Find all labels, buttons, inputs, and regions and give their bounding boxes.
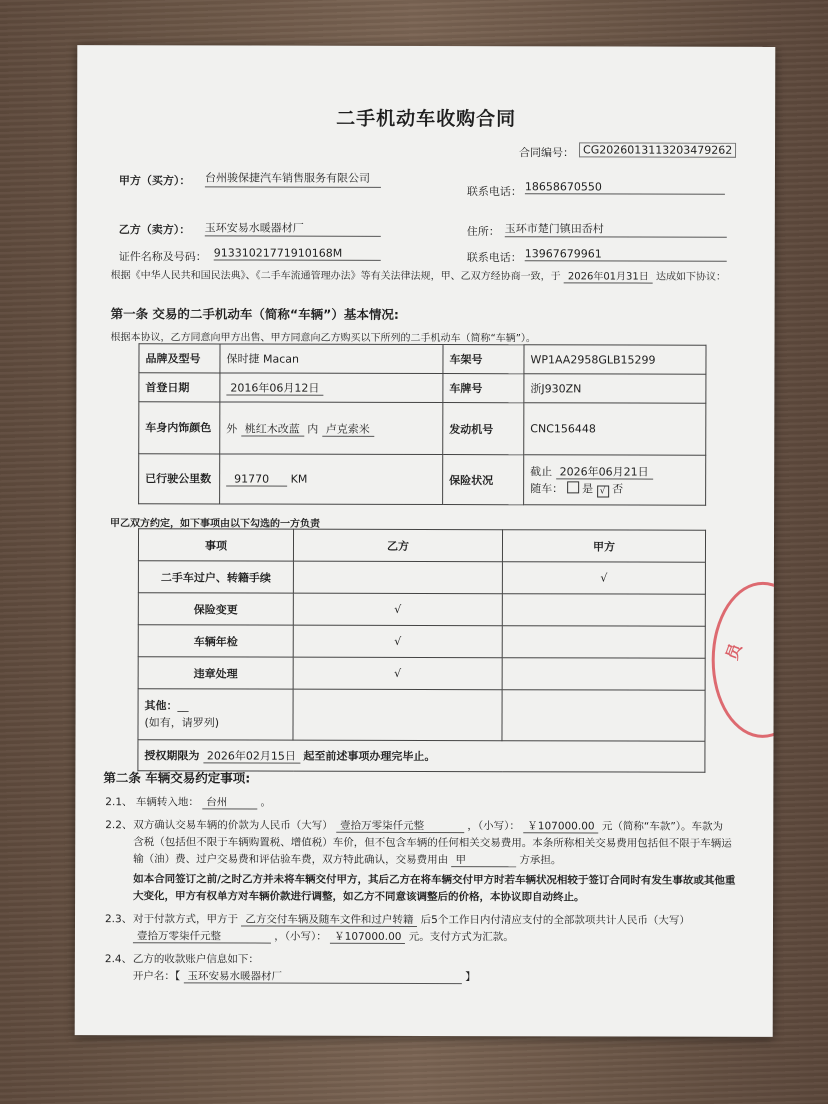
auth-after: 起至前述事项办理完毕止。 bbox=[303, 749, 436, 764]
matter-item: 违章处理 bbox=[138, 657, 293, 689]
clause-2-3-no: 2.3、 bbox=[104, 913, 133, 926]
clause-2-4-no: 2.4、 bbox=[104, 953, 133, 966]
engine-value: CNC156448 bbox=[524, 403, 706, 455]
matter-a-check bbox=[502, 626, 705, 659]
plate-label: 车牌号 bbox=[443, 374, 524, 403]
vin-value: WP1AA2958GLB15299 bbox=[524, 345, 706, 374]
auth-date: 2026年02月15日 bbox=[203, 749, 300, 763]
matters-head-a: 甲方 bbox=[502, 530, 705, 563]
payment-upper: 壹拾万零柒仟元整 bbox=[133, 930, 271, 943]
clause-2-2-line3a: 输（油）费、过户交易费和评估验车费，双方特此确认，交易费用由 bbox=[133, 853, 449, 867]
clause-2-2-no: 2.2、 bbox=[105, 819, 133, 832]
mileage-value: 91770 bbox=[226, 472, 287, 486]
vehicle-table bbox=[138, 343, 706, 505]
matter-a-check bbox=[502, 594, 705, 627]
reg-date-label: 首登日期 bbox=[139, 373, 220, 402]
payment-amount: ￥107000.00 bbox=[330, 931, 405, 944]
contract-no-value: CG2026013113203479262 bbox=[579, 142, 736, 157]
party-b-id-label: 证件名称及号码： bbox=[118, 250, 207, 264]
vin-label: 车架号 bbox=[443, 345, 524, 374]
auth-before: 授权期限为 bbox=[144, 749, 200, 763]
insurance-label: 保险状况 bbox=[443, 455, 524, 505]
int-color-prefix: 内 bbox=[307, 422, 319, 436]
clause-2-2-b: ，（小写）： bbox=[467, 820, 520, 833]
ext-color-value: 桃红木改蓝 bbox=[241, 422, 304, 436]
clause-2-2-line2: 含税（包括但不限于车辆购置税、增值税）车价，但不包含车辆的任何相关交易费用。本条所称相关交易费用包括但不限于车辆运 bbox=[133, 836, 732, 850]
matter-a-check: √ bbox=[502, 562, 705, 595]
brand-label: 品牌及型号 bbox=[139, 344, 220, 373]
preamble-after: 达成如下协议： bbox=[655, 271, 726, 283]
other-hint: (如有，请罗列) bbox=[144, 716, 220, 730]
matter-b-check: √ bbox=[293, 593, 502, 626]
transfer-destination: 台州 bbox=[202, 796, 257, 809]
matters-head-item: 事项 bbox=[138, 529, 293, 561]
brand-value: 保时捷 Macan bbox=[220, 344, 443, 374]
color-label: 车身内饰颜色 bbox=[139, 402, 220, 454]
account-name-label: 开户名：【 bbox=[132, 970, 181, 983]
matters-head-b: 乙方 bbox=[293, 529, 502, 562]
contract-paper bbox=[75, 45, 776, 1037]
follow-yes-checkbox[interactable] bbox=[567, 481, 579, 493]
clause-2-3-b: 后5个工作日内付清应支付的全部款项共计人民币（大写） bbox=[420, 913, 690, 927]
party-b-name: 玉环安易水暖器材厂 bbox=[205, 219, 381, 236]
preamble-before: 根据《中华人民共和国民法典》、《二手车流通管理办法》等有关法律法规，甲、乙双方经协商一致，于 bbox=[110, 270, 561, 283]
clause-2-3-a: 对于付款方式，甲方于 bbox=[132, 913, 239, 926]
follow-no-checkbox[interactable]: √ bbox=[597, 485, 609, 497]
seal-text: 员 bbox=[721, 640, 746, 663]
adjustment-clause bbox=[133, 871, 747, 907]
other-value: __ bbox=[177, 699, 189, 713]
price-amount: ￥107000.00 bbox=[523, 820, 598, 833]
other-label: 其他： bbox=[144, 699, 178, 713]
article-1-intro: 根据本协议，乙方同意向甲方出售、甲方同意向乙方购买以下所列的二手机动车（简称“车辆”）。 bbox=[110, 332, 536, 345]
plate-value: 浙J930ZN bbox=[524, 374, 706, 403]
clause-2-4-text: 乙方的收款账户信息如下： bbox=[132, 953, 259, 966]
party-b-id: 91331021771910168M bbox=[214, 246, 381, 260]
matter-a-check bbox=[502, 658, 705, 691]
party-a-phone: 18658670550 bbox=[525, 180, 725, 195]
contract-no-label: 合同编号： bbox=[518, 146, 575, 160]
account-name: 玉环安易水暖器材厂 bbox=[183, 970, 462, 984]
adjustment-line2: 大变化，甲方有权单方对车辆价款进行调整，如乙方不同意该调整后的价格，本协议即自动终止。 bbox=[133, 890, 585, 904]
matter-item: 车辆年检 bbox=[138, 625, 293, 657]
clause-2-2 bbox=[133, 817, 743, 870]
payment-condition: 乙方交付车辆及随车文件和过户转籍 bbox=[241, 914, 417, 927]
page-title: 二手机动车收购合同 bbox=[336, 107, 517, 131]
party-b-addr-label: 住所： bbox=[466, 225, 500, 239]
reg-date-value: 2016年06月12日 bbox=[226, 381, 323, 395]
party-b-label: 乙方（卖方）： bbox=[118, 223, 191, 237]
int-color-value: 卢克索米 bbox=[322, 422, 374, 436]
clause-2-2-c: 元（简称“车款”）。车款为 bbox=[601, 820, 724, 833]
clause-2-4 bbox=[133, 951, 733, 987]
matter-item: 保险变更 bbox=[138, 593, 293, 625]
mileage-unit: KM bbox=[290, 472, 308, 486]
preamble bbox=[111, 268, 741, 285]
party-b-phone: 13967679961 bbox=[525, 247, 727, 262]
matter-b-check bbox=[293, 561, 502, 594]
party-a-phone-label: 联系电话： bbox=[466, 185, 522, 199]
follow-yes-label: 是 bbox=[582, 481, 594, 495]
party-b-addr: 玉环市楚门镇田岙村 bbox=[505, 220, 727, 238]
engine-label: 发动机号 bbox=[443, 403, 524, 455]
adjustment-line1: 如本合同签订之前/之时乙方并未将车辆交付甲方，其后乙方在将车辆交付甲方时若车辆状况相较于签订合同时有发生事故或其他重 bbox=[133, 873, 736, 887]
clause-2-3-d: 元。支付方式为汇款。 bbox=[408, 930, 514, 944]
clause-2-2-a: 双方确认交易车辆的价款为人民币（大写） bbox=[133, 819, 333, 832]
insurance-prefix: 截止 bbox=[530, 464, 553, 478]
matters-intro: 甲乙双方约定，如下事项由以下勾选的一方负责 bbox=[110, 518, 321, 530]
clause-2-1-text: 车辆转入地： bbox=[135, 796, 199, 809]
matter-b-check: √ bbox=[293, 657, 502, 690]
matter-b-check: √ bbox=[293, 625, 502, 658]
price-upper: 壹拾万零柒仟元整 bbox=[336, 820, 464, 833]
company-seal bbox=[711, 582, 775, 738]
account-name-end: 】 bbox=[465, 971, 476, 984]
clause-2-1 bbox=[105, 794, 271, 809]
clause-2-1-end: 。 bbox=[260, 796, 272, 809]
mileage-label: 已行驶公里数 bbox=[139, 454, 220, 504]
ext-color-prefix: 外 bbox=[226, 421, 238, 436]
agreement-date: 2026年01月31日 bbox=[564, 271, 653, 283]
article-2-title: 第二条 车辆交易约定事项: bbox=[103, 770, 251, 786]
article-1-title: 第一条 交易的二手机动车（简称“车辆”）基本情况: bbox=[110, 306, 399, 322]
clause-2-2-line3b: 方承担。 bbox=[519, 854, 562, 867]
fee-payer: 甲 bbox=[451, 854, 516, 867]
party-a-name: 台州骏保捷汽车销售服务有限公司 bbox=[205, 169, 381, 187]
clause-2-1-no: 2.1、 bbox=[105, 796, 133, 809]
party-a-label: 甲方（买方）： bbox=[118, 174, 191, 188]
follow-label: 随车： bbox=[530, 481, 564, 495]
follow-no-label: 否 bbox=[612, 481, 624, 496]
party-b-phone-label: 联系电话： bbox=[466, 251, 522, 265]
clause-2-3 bbox=[133, 911, 753, 947]
insurance-date: 2026年06月21日 bbox=[556, 465, 653, 479]
matters-table bbox=[137, 528, 706, 772]
matter-item: 二手车过户、转籍手续 bbox=[138, 561, 293, 593]
clause-2-3-c: ，（小写）： bbox=[274, 930, 327, 943]
